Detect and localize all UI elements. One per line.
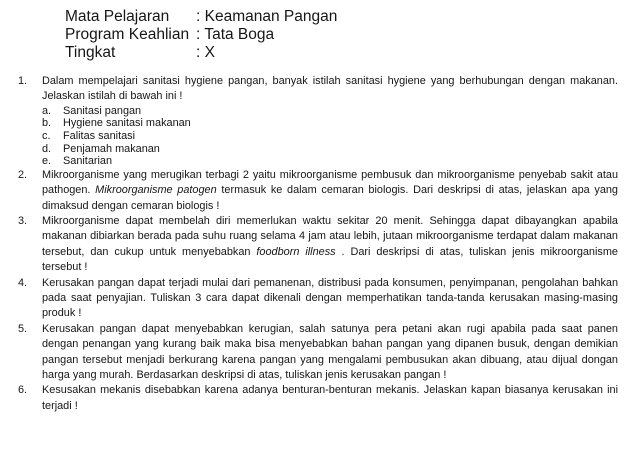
header-label: Tingkat — [65, 44, 116, 61]
sub-item-letter: c. — [42, 130, 51, 142]
question-text: Kerusakan pangan dapat menyebabkan kerugian, salah satunya pera petani akan rugi apabila pada saat panen dengan penangan yang kurang baik maka bisa menyebabkan bahan pangan yang dipanen busuk, dengan demikian pangan tersebut menjadi berkurang karena pangan yang mengalami pembusukan akan dibuang, atau dijual dongan harga yang murah. Berdasarkan deskripsi di atas, tuliskan jenis kerusakan pangan ! — [42, 322, 618, 382]
sub-item — [42, 155, 618, 168]
question-text-part: Mikroorganisme yang merugikan terbagi 2 yaitu mikroorganisme pembusuk dan mikroorganisme penyebab sakit atau pathogen. — [42, 168, 618, 197]
header-value: : X — [196, 44, 215, 61]
question-text — [42, 168, 618, 214]
header-label: Program Keahlian — [65, 26, 190, 43]
sub-item — [42, 105, 618, 118]
header-row-program — [65, 26, 337, 44]
header-value: : Keamanan Pangan — [196, 8, 338, 25]
question-5 — [18, 322, 618, 384]
question-number: 5. — [18, 322, 28, 335]
question-body — [42, 383, 618, 414]
question-text — [42, 214, 618, 276]
question-text: Dalam mempelajari sanitasi hygiene pangan, banyak istilah sanitasi hygiene yang berhubungan dengan makanan. Jelaskan istilah di bawah ini ! — [42, 75, 618, 103]
sub-item-letter: e. — [42, 155, 52, 168]
question-4 — [18, 276, 618, 322]
question-number: 1. — [18, 75, 28, 87]
question-body — [42, 276, 618, 322]
sub-item-text: Falitas sanitasi — [63, 130, 136, 142]
question-text-part: Mikroorganisme dapat membelah diri memerlukan waktu sekitar 20 menit. Sehingga dapat dibayangkan apabila makanan dibiarkan berada pada suhu ruang selama 4 jam atau lebih, jutaan mikroorganisme terdapat dalam makanan tersebut, dan cukup untuk menyebabkan — [42, 215, 618, 258]
header-label: Mata Pelajaran — [65, 8, 170, 25]
sub-item-text: Sanitasi pangan — [63, 104, 142, 117]
sub-item-list — [42, 105, 618, 168]
header-row-subject — [65, 8, 337, 26]
question-1 — [18, 74, 618, 168]
question-list — [18, 74, 618, 414]
question-body — [42, 74, 618, 168]
question-text: Kesusakan mekanis disebabkan karena adanya benturan-benturan mekanis. Jelaskan kapan biasanya kerusakan ini terjadi ! — [42, 384, 618, 412]
document-header — [65, 8, 337, 62]
sub-item-letter: a. — [42, 104, 52, 117]
sub-item — [42, 143, 618, 156]
question-6 — [18, 383, 618, 414]
question-text: Kerusakan pangan dapat terjadi mulai dari pemanenan, distribusi pada konsumen, penyimpanan, pengolahan bahkan pada saat penyajian. Tuliskan 3 cara dapat dikenali dengan memperhatikan tanda-tanda kerusakan masing-masing produk ! — [42, 276, 618, 320]
question-italic-term: Mikroorganisme patogen — [95, 184, 217, 197]
sub-item-letter: b. — [42, 117, 52, 130]
question-number: 4. — [18, 276, 28, 289]
question-body — [42, 322, 618, 384]
question-text-part: . Dari deskripsi di atas, tuliskan jenis mikroorganisme tersebut ! — [42, 245, 618, 274]
question-number: 6. — [18, 384, 28, 397]
question-3 — [18, 214, 618, 276]
question-text-part: termasuk ke dalam cemaran biologis. Dari deskripsi di atas, jelaskan apa yang dimaksud dengan cemaran biologis ! — [42, 184, 618, 212]
sub-item-text: Penjamah makanan — [63, 142, 160, 155]
sub-item-text: Sanitarian — [63, 155, 113, 168]
question-number: 3. — [18, 215, 28, 227]
sub-item — [42, 117, 618, 130]
sub-item — [42, 130, 618, 143]
question-italic-term: foodborn illness — [256, 245, 336, 258]
header-row-level — [65, 44, 337, 62]
header-value: : Tata Boga — [196, 26, 275, 43]
question-number: 2. — [18, 168, 28, 181]
sub-item-text: Hygiene sanitasi makanan — [63, 117, 191, 130]
sub-item-letter: d. — [42, 142, 52, 155]
question-body — [42, 214, 618, 276]
question-2 — [18, 168, 618, 214]
question-body — [42, 168, 618, 214]
